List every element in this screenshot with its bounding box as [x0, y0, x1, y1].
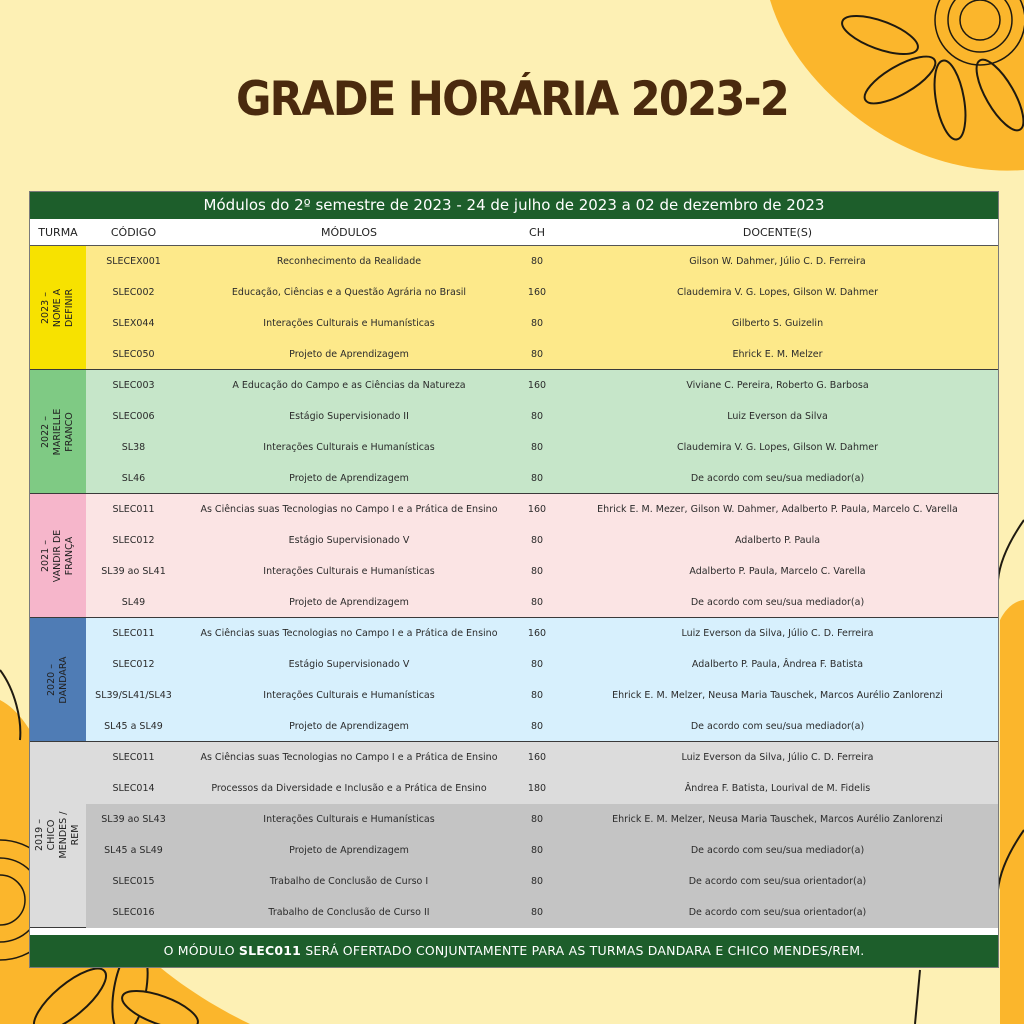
- docentes-cell: Adalberto P. Paula, Ândrea F. Batista: [691, 659, 864, 670]
- ch-cell: 80: [530, 721, 544, 732]
- modulo-cell: Interações Culturais e Humanísticas: [263, 566, 435, 577]
- footer-note-banner: [30, 935, 998, 967]
- ch-cell: 80: [530, 318, 544, 329]
- ch-cell: 80: [530, 473, 544, 484]
- docentes-cell: Viviane C. Pereira, Roberto G. Barbosa: [686, 380, 869, 391]
- modulo-cell: Projeto de Aprendizagem: [289, 349, 409, 360]
- ch-cell: 160: [527, 628, 547, 639]
- ch-cell: 80: [530, 535, 544, 546]
- table-row: [86, 370, 998, 401]
- codigo-cell: SL49: [121, 597, 146, 608]
- docentes-cell: Adalberto P. Paula, Marcelo C. Varella: [689, 566, 866, 577]
- docentes-cell: Ehrick E. M. Melzer: [732, 349, 823, 360]
- modulo-cell: Estágio Supervisionado V: [288, 535, 410, 546]
- turma-label-text: 2019 – CHICO MENDES / REM: [34, 811, 81, 858]
- header-ch: CH: [529, 225, 545, 239]
- turma-label-text: 2021 – VANDIR DE FRANÇA: [40, 529, 75, 582]
- modulo-cell: Processos da Diversidade e Inclusão e a Prática de Ensino: [211, 783, 487, 794]
- codigo-cell: SLEC003: [112, 380, 155, 391]
- modulo-cell: Trabalho de Conclusão de Curso I: [269, 876, 429, 887]
- ch-cell: 80: [530, 876, 544, 887]
- docentes-cell: Ehrick E. M. Mezer, Gilson W. Dahmer, Adalberto P. Paula, Marcelo C. Varella: [597, 504, 958, 515]
- modulo-cell: Trabalho de Conclusão de Curso II: [268, 907, 430, 918]
- ch-cell: 80: [530, 907, 544, 918]
- footer-suffix: SERÁ OFERTADO CONJUNTAMENTE PARA AS TURMAS DANDARA E CHICO MENDES/REM.: [301, 943, 865, 958]
- codigo-cell: SLEC015: [112, 876, 155, 887]
- table-row: [86, 804, 998, 835]
- table-row: [86, 866, 998, 897]
- table-row: [86, 339, 998, 370]
- codigo-cell: SLEC002: [112, 287, 155, 298]
- ch-cell: 80: [530, 256, 544, 267]
- ch-cell: 160: [527, 287, 547, 298]
- table-row: [86, 308, 998, 339]
- modulo-cell: Projeto de Aprendizagem: [289, 597, 409, 608]
- modulo-cell: As Ciências suas Tecnologias no Campo I e a Prática de Ensino: [200, 628, 498, 639]
- modulo-cell: Educação, Ciências e a Questão Agrária no Brasil: [231, 287, 467, 298]
- table-row: [86, 618, 998, 649]
- table-row: [86, 246, 998, 277]
- footer-prefix: O MÓDULO: [163, 943, 239, 958]
- codigo-cell: SL39/SL41/SL43: [95, 690, 172, 701]
- page-title: GRADE HORÁRIA 2023-2: [236, 72, 788, 127]
- docentes-cell: Adalberto P. Paula: [734, 535, 821, 546]
- ch-cell: 80: [530, 814, 544, 825]
- table-row: [86, 711, 998, 742]
- docentes-cell: Luiz Everson da Silva, Júlio C. D. Ferreira: [681, 752, 874, 763]
- table-row: [86, 742, 998, 773]
- table-row: [86, 897, 998, 928]
- turma-group: [30, 370, 998, 494]
- docentes-cell: De acordo com seu/sua mediador(a): [690, 473, 865, 484]
- table-row: [86, 525, 998, 556]
- ch-cell: 80: [530, 349, 544, 360]
- docentes-cell: De acordo com seu/sua mediador(a): [690, 597, 865, 608]
- docentes-cell: Ândrea F. Batista, Lourival de M. Fidelis: [684, 783, 871, 794]
- docentes-cell: Claudemira V. G. Lopes, Gilson W. Dahmer: [676, 287, 879, 298]
- codigo-cell: SL38: [121, 442, 146, 453]
- modulo-cell: As Ciências suas Tecnologias no Campo I e a Prática de Ensino: [200, 504, 498, 515]
- header-turma: TURMA: [38, 225, 78, 239]
- ch-cell: 80: [530, 659, 544, 670]
- modulo-cell: Interações Culturais e Humanísticas: [263, 814, 435, 825]
- docentes-cell: Luiz Everson da Silva, Júlio C. D. Ferreira: [681, 628, 874, 639]
- table-row: [86, 432, 998, 463]
- table-row: [86, 587, 998, 618]
- docentes-cell: Ehrick E. M. Melzer, Neusa Maria Tauschek, Marcos Aurélio Zanlorenzi: [612, 690, 943, 701]
- modulo-cell: Projeto de Aprendizagem: [289, 473, 409, 484]
- modulo-cell: As Ciências suas Tecnologias no Campo I e a Prática de Ensino: [200, 752, 498, 763]
- table-header-row: [30, 219, 998, 246]
- table-row: [86, 556, 998, 587]
- turma-label: [30, 494, 86, 617]
- turma-label-text: 2023 – NOME A DEFINIR: [40, 288, 75, 327]
- header-docentes: DOCENTE(S): [742, 225, 813, 239]
- ch-cell: 180: [527, 783, 547, 794]
- table-row: [86, 680, 998, 711]
- codigo-cell: SLECEX001: [106, 256, 161, 267]
- ch-cell: 160: [527, 380, 547, 391]
- ch-cell: 80: [530, 690, 544, 701]
- ch-cell: 160: [527, 752, 547, 763]
- docentes-cell: Luiz Everson da Silva: [727, 411, 828, 422]
- ch-cell: 80: [530, 442, 544, 453]
- codigo-cell: SLEC012: [112, 535, 155, 546]
- codigo-cell: SLEC011: [112, 752, 155, 763]
- footer-code: SLEC011: [238, 943, 302, 958]
- turma-group: [30, 246, 998, 370]
- docentes-cell: Gilberto S. Guizelin: [731, 318, 824, 329]
- turma-group: [30, 494, 998, 618]
- modulo-cell: Interações Culturais e Humanísticas: [263, 318, 435, 329]
- codigo-cell: SL39 ao SL43: [101, 814, 166, 825]
- turma-label-text: 2020 – DANDARA: [46, 655, 69, 704]
- table-row: [86, 773, 998, 804]
- codigo-cell: SL39 ao SL41: [101, 566, 166, 577]
- codigo-cell: SLEC011: [112, 628, 155, 639]
- table-row: [86, 277, 998, 308]
- ch-cell: 80: [530, 597, 544, 608]
- turma-group: [30, 618, 998, 742]
- codigo-cell: SLEX044: [112, 318, 155, 329]
- codigo-cell: SLEC012: [112, 659, 155, 670]
- codigo-cell: SLEC014: [112, 783, 155, 794]
- docentes-cell: Claudemira V. G. Lopes, Gilson W. Dahmer: [676, 442, 879, 453]
- modulo-cell: Projeto de Aprendizagem: [289, 845, 409, 856]
- table-subtitle-banner: Módulos do 2º semestre de 2023 - 24 de julho de 2023 a 02 de dezembro de 2023: [30, 192, 998, 219]
- table-row: [86, 463, 998, 494]
- turma-label: [30, 370, 86, 493]
- header-modulos: MÓDULOS: [320, 225, 378, 239]
- docentes-cell: De acordo com seu/sua orientador(a): [688, 876, 867, 887]
- docentes-cell: De acordo com seu/sua orientador(a): [688, 907, 867, 918]
- turma-label: [30, 246, 86, 369]
- table-row: [86, 649, 998, 680]
- table-row: [86, 835, 998, 866]
- codigo-cell: SLEC016: [112, 907, 155, 918]
- codigo-cell: SLEC006: [112, 411, 155, 422]
- turma-label: [30, 742, 86, 927]
- modulo-cell: Reconhecimento da Realidade: [276, 256, 422, 267]
- codigo-cell: SL45 a SL49: [104, 845, 163, 856]
- ch-cell: 80: [530, 411, 544, 422]
- modulo-cell: A Educação do Campo e as Ciências da Natureza: [232, 380, 466, 391]
- codigo-cell: SL45 a SL49: [104, 721, 163, 732]
- modulo-cell: Interações Culturais e Humanísticas: [263, 690, 435, 701]
- table-row: [86, 401, 998, 432]
- codigo-cell: SLEC050: [112, 349, 155, 360]
- ch-cell: 80: [530, 566, 544, 577]
- docentes-cell: Ehrick E. M. Melzer, Neusa Maria Tauschek, Marcos Aurélio Zanlorenzi: [612, 814, 943, 825]
- ch-cell: 80: [530, 845, 544, 856]
- docentes-cell: Gilson W. Dahmer, Júlio C. D. Ferreira: [689, 256, 866, 267]
- header-codigo: CÓDIGO: [110, 225, 157, 239]
- docentes-cell: De acordo com seu/sua mediador(a): [690, 845, 865, 856]
- turma-label-text: 2022 – MARIELLE FRANCO: [40, 408, 75, 455]
- docentes-cell: De acordo com seu/sua mediador(a): [690, 721, 865, 732]
- codigo-cell: SLEC011: [112, 504, 155, 515]
- codigo-cell: SL46: [121, 473, 146, 484]
- turma-group: [30, 742, 998, 928]
- schedule-table: [29, 191, 999, 968]
- modulo-cell: Projeto de Aprendizagem: [289, 721, 409, 732]
- modulo-cell: Estágio Supervisionado II: [289, 411, 409, 422]
- modulo-cell: Interações Culturais e Humanísticas: [263, 442, 435, 453]
- table-row: [86, 494, 998, 525]
- modulo-cell: Estágio Supervisionado V: [288, 659, 410, 670]
- ch-cell: 160: [527, 504, 547, 515]
- turma-label: [30, 618, 86, 741]
